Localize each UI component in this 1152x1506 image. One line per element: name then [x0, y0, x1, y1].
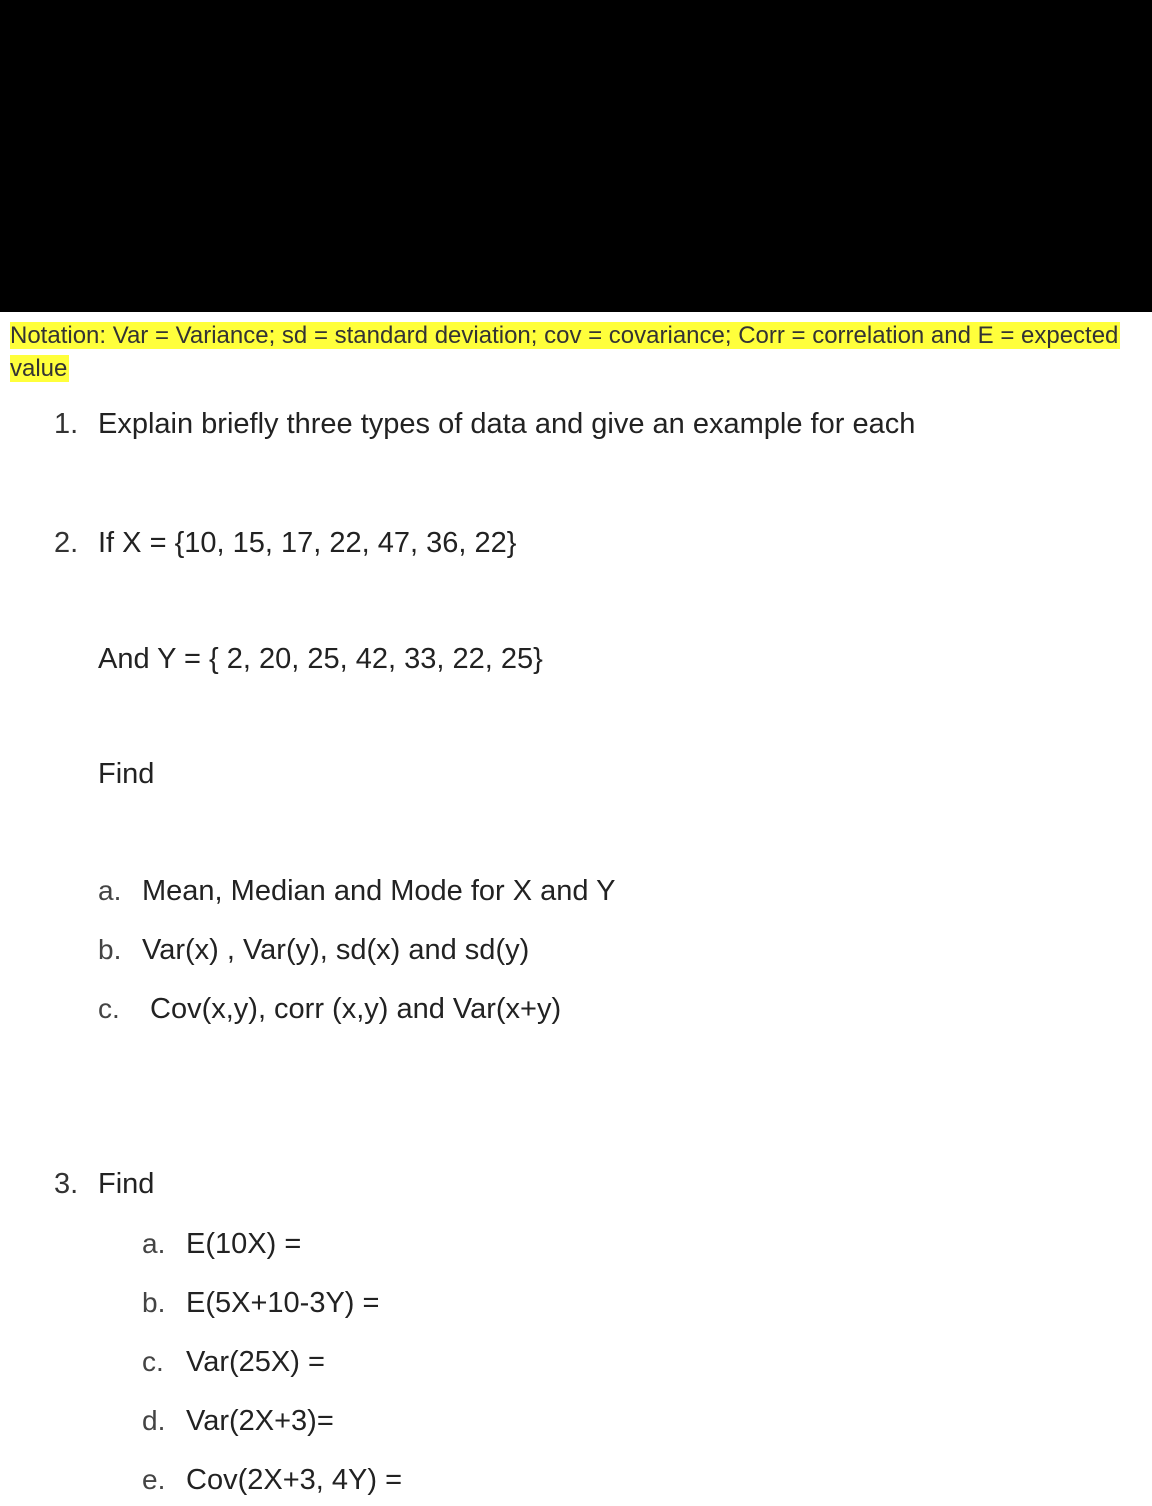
q2-number: 2. — [54, 527, 79, 559]
q3-find: Find — [98, 1168, 155, 1200]
q2-part-b-text: Var(x) , Var(y), sd(x) and sd(y) — [142, 934, 530, 966]
q3-part-b-text: E(5X+10-3Y) = — [186, 1287, 380, 1319]
q3-part-a-text: E(10X) = — [186, 1228, 302, 1260]
q2-x-set: If X = {10, 15, 17, 22, 47, 36, 22} — [98, 527, 517, 559]
q2-find: Find — [98, 758, 155, 790]
redacted-header-band — [0, 0, 1152, 312]
q3-part-e-letter: e. — [142, 1464, 166, 1495]
q2-part-c-text: Cov(x,y), corr (x,y) and Var(x+y) — [150, 993, 562, 1025]
q3-part-c-text: Var(25X) = — [186, 1346, 325, 1378]
q3-part-e-text: Cov(2X+3, 4Y) = — [186, 1464, 402, 1496]
q3-part-a-letter: a. — [142, 1228, 166, 1259]
q3-number: 3. — [54, 1168, 79, 1200]
q3-part-b-letter: b. — [142, 1287, 166, 1318]
q3-part-d-letter: d. — [142, 1405, 166, 1436]
q2-part-a-text: Mean, Median and Mode for X and Y — [142, 875, 616, 907]
q1-number: 1. — [54, 408, 79, 440]
q2-part-c-letter: c. — [98, 993, 120, 1024]
q2-part-a-letter: a. — [98, 875, 122, 906]
q1-text: Explain briefly three types of data and give an example for each — [98, 408, 916, 440]
q2-part-b-letter: b. — [98, 934, 122, 965]
notation-line — [10, 319, 1130, 385]
q3-part-c-letter: c. — [142, 1346, 164, 1377]
q3-part-d-text: Var(2X+3)= — [186, 1405, 334, 1437]
q2-y-set: And Y = { 2, 20, 25, 42, 33, 22, 25} — [98, 643, 543, 675]
notation-highlight: Notation: Var = Variance; sd = standard deviation; cov = covariance; Corr = correlation and E = expected value — [10, 322, 1119, 382]
